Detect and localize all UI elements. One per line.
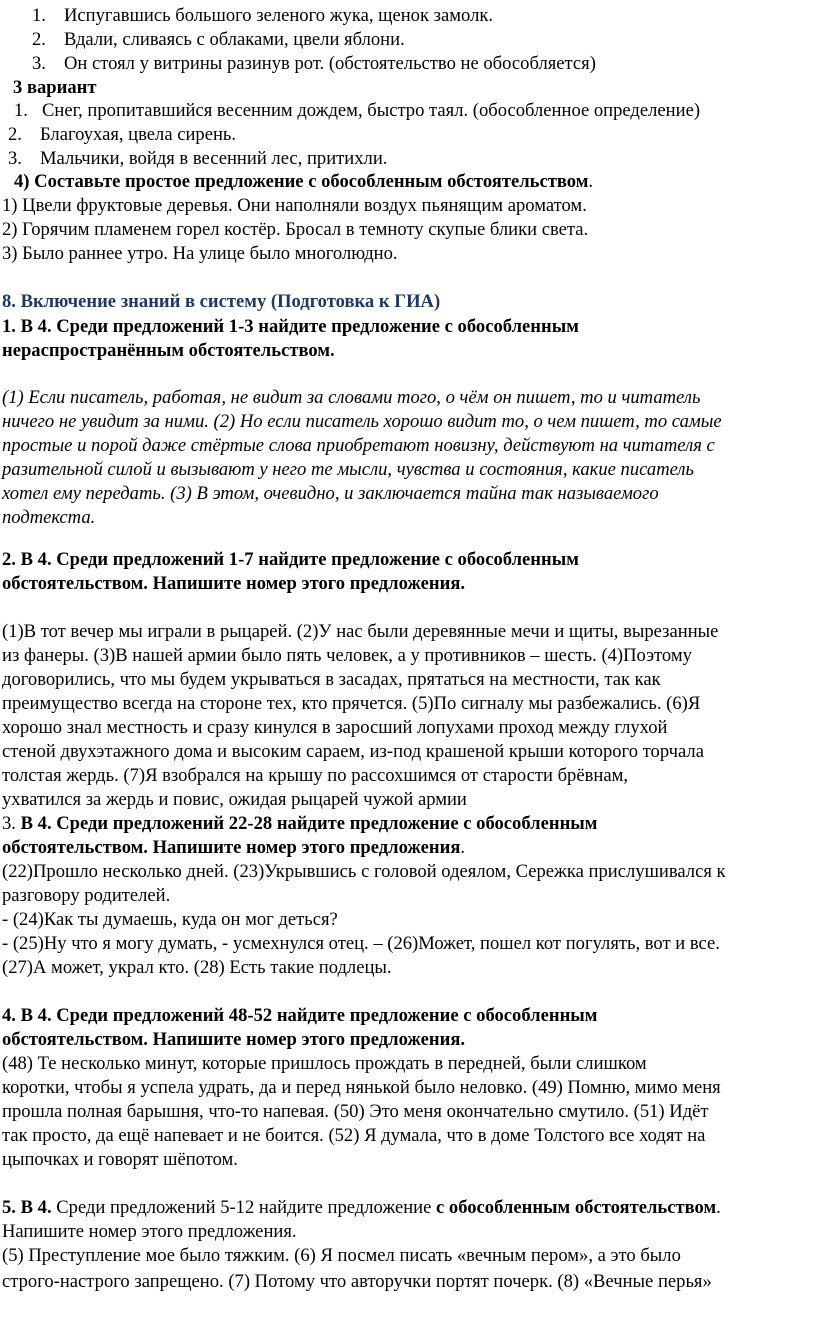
question-title: обстоятельством. Напишите номер этого предложения. (2, 573, 466, 594)
excerpt-line: так просто, да ещё напевает и не боится. (52) Я думала, что в доме Толстого все ходят на (2, 1125, 706, 1146)
excerpt-line: прошла полная барышня, что-то напевая. (50) Это меня окончательно смутило. (51) Идёт (2, 1101, 709, 1122)
excerpt-line: преимущество всегда на стороне тех, кто прячется. (5)По сигналу мы разбежались. (6)Я (2, 693, 701, 714)
list-item: 3. Он стоял у витрины разинув рот. (обстоятельство не обособляется) (32, 53, 596, 74)
excerpt-line: толстая жердь. (7)Я взобрался на крышу по рассохшимся от старости брёвнам, (2, 765, 628, 786)
excerpt-line: строго-настрого запрещено. (7) Потому что авторучки портят почерк. (8) «Вечные перья» (2, 1271, 712, 1292)
question-title: обстоятельством. Напишите номер этого предложения. (2, 837, 466, 858)
excerpt-line: ухватился за жердь и повис, ожидая рыцарей чужой армии (2, 789, 467, 810)
question-title: нераспространённым обстоятельством. (2, 340, 335, 361)
excerpt-line: хотел ему передать. (3) В этом, очевидно, и заключается тайна так называемого (2, 483, 659, 504)
task-title: 4) Составьте простое предложение с обособленным обстоятельством. (14, 171, 594, 192)
task-item: 3) Было раннее утро. На улице было многолюдно. (2, 243, 398, 264)
excerpt-line: (48) Те несколько минут, которые пришлось прождать в передней, были слишком (2, 1053, 647, 1074)
task-item: 2) Горячим пламенем горел костёр. Бросал в темноту скупые блики света. (2, 219, 589, 240)
question-title: Напишите номер этого предложения. (2, 1221, 297, 1242)
excerpt-line: цыпочках и говорят шёпотом. (2, 1149, 238, 1170)
variant-title: 3 вариант (13, 77, 97, 98)
excerpt-line: ничего не увидит за ними. (2) Но если писатель хорошо видит то, о чем пишет, то самые (2, 411, 722, 432)
excerpt-line: (22)Прошло несколько дней. (23)Укрывшись с головой одеялом, Сережка прислушивался к (2, 861, 726, 882)
excerpt-line: договорились, что мы будем укрываться в засадах, прятаться на местности, так как (2, 669, 661, 690)
task-item: 1) Цвели фруктовые деревья. Они наполняли воздух пьянящим ароматом. (2, 195, 587, 216)
excerpt-line: простые и порой даже стёртые слова приобретают новизну, действуют на читателя с (2, 435, 715, 456)
excerpt-line: разительной силой и вызывают у него те мысли, чувства и состояния, какие писатель (2, 459, 694, 480)
excerpt-line: (5) Преступление мое было тяжким. (6) Я посмел писать «вечным пером», а это было (2, 1245, 681, 1266)
section-header: 8. Включение знаний в систему (Подготовка к ГИА) (2, 291, 441, 312)
excerpt-line: из фанеры. (3)В нашей армии было пять человек, а у противников – шесть. (4)Поэтому (2, 645, 692, 666)
excerpt-line: разговору родителей. (2, 885, 171, 906)
excerpt-line: - (25)Ну что я могу думать, - усмехнулся отец. – (26)Может, пошел кот погулять, вот и все. (2, 933, 720, 954)
question-title: 2. В 4. Среди предложений 1-7 найдите предложение с обособленным (2, 549, 579, 570)
excerpt-line: - (24)Как ты думаешь, куда он мог деться? (2, 909, 338, 930)
list-item: 2. Вдали, сливаясь с облаками, цвели яблони. (32, 29, 405, 50)
excerpt-line: (1) Если писатель, работая, не видит за словами того, о чём он пишет, то и читатель (2, 387, 701, 408)
question-title: 3. В 4. Среди предложений 22-28 найдите предложение с обособленным (2, 813, 598, 834)
excerpt-line: подтекста. (2, 507, 96, 528)
excerpt-line: (27)А может, украл кто. (28) Есть такие подлецы. (2, 957, 392, 978)
list-item: 1. Снег, пропитавшийся весенним дождем, быстро таял. (обособленное определение) (14, 100, 701, 121)
question-title: 5. В 4. Среди предложений 5-12 найдите предложение с обособленным обстоятельством. (2, 1197, 721, 1218)
question-title: 4. В 4. Среди предложений 48-52 найдите предложение с обособленным (2, 1005, 598, 1026)
list-item: 2. Благоухая, цвела сирень. (8, 124, 237, 145)
excerpt-line: хорошо знал местность и сразу кинулся в заросший лопухами проход между глухой (2, 717, 668, 738)
list-item: 1. Испугавшись большого зеленого жука, щенок замолк. (32, 5, 494, 26)
list-item: 3. Мальчики, войдя в весенний лес, притихли. (8, 148, 388, 169)
excerpt-line: (1)В тот вечер мы играли в рыцарей. (2)У нас были деревянные мечи и щиты, вырезанные (2, 621, 719, 642)
excerpt-line: стеной двухэтажного дома и высоким сараем, из-под крашеной крыши которого торчала (2, 741, 704, 762)
question-title: обстоятельством. Напишите номер этого предложения. (2, 1029, 466, 1050)
question-title: 1. В 4. Среди предложений 1-3 найдите предложение с обособленным (2, 316, 579, 337)
excerpt-line: коротки, чтобы я успела удрать, да и перед нянькой было неловко. (49) Помню, мимо меня (2, 1077, 721, 1098)
